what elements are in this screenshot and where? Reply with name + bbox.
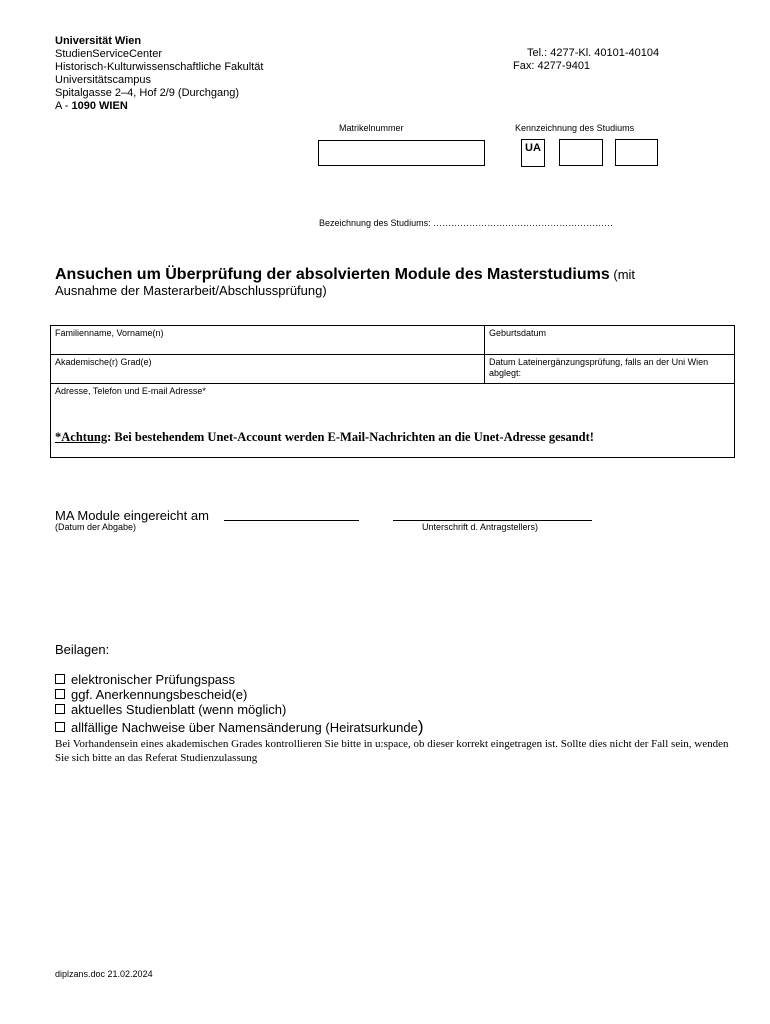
footer-docref: diplzans.doc 21.02.2024 bbox=[55, 969, 153, 979]
beilagen-note: Bei Vorhandensein eines akademischen Grades kontrollieren Sie bitte in u:space, ob dieser korrekt eingetragen ist. Sollte dies nicht der Fall sein, wenden Sie sich bitte an das Referat Studienzulassung bbox=[55, 738, 729, 764]
page-subtitle: Ausnahme der Masterarbeit/Abschlussprüfung) bbox=[55, 283, 327, 298]
address-line: Spitalgasse 2–4, Hof 2/9 (Durchgang) bbox=[55, 87, 240, 99]
signature-hint: Unterschrift d. Antragstellers) bbox=[422, 522, 539, 532]
address-label: Adresse, Telefon und E-mail Adresse* bbox=[55, 386, 206, 396]
list-item-label: elektronischer Prüfungspass bbox=[71, 672, 236, 687]
kennzeichnung-label: Kennzeichnung des Studiums bbox=[515, 123, 635, 133]
list-item bbox=[55, 719, 424, 735]
bezeichnung-field[interactable]: Bezeichnung des Studiums: …………………………………………………… bbox=[319, 218, 614, 228]
address-line: Historisch-Kulturwissenschaftliche Fakultät bbox=[55, 61, 264, 73]
submission-label: MA Module eingereicht am bbox=[55, 508, 209, 523]
list-item-label: ggf. Anerkennungsbescheid(e) bbox=[71, 687, 248, 702]
warning-text: : Bei bestehendem Unet-Account werden E-Mail-Nachrichten an die Unet-Adresse gesandt! bbox=[107, 430, 594, 444]
address-line: StudienServiceCenter bbox=[55, 48, 163, 60]
fax: Fax: 4277-9401 bbox=[513, 60, 591, 72]
phone: Tel.: 4277-Kl. 40101-40104 bbox=[527, 47, 660, 59]
title-main: Ansuchen um Überprüfung der absolvierten Module des Masterstudiums bbox=[55, 266, 610, 283]
ua-box: UA bbox=[521, 139, 545, 167]
city: 1090 WIEN bbox=[71, 100, 128, 112]
checkbox[interactable] bbox=[55, 704, 65, 714]
checkbox[interactable] bbox=[55, 674, 65, 684]
closing-paren: ) bbox=[417, 717, 424, 736]
list-item-label: allfällige Nachweise über Namensänderung (Heiratsurkunde bbox=[71, 720, 418, 735]
warning-label: *Achtung bbox=[55, 430, 108, 444]
address-city-line bbox=[55, 100, 263, 113]
address-field[interactable] bbox=[51, 384, 735, 458]
university-name: Universität Wien bbox=[55, 35, 142, 47]
address-line: Universitätscampus bbox=[55, 74, 151, 86]
beilagen-heading: Beilagen: bbox=[55, 642, 110, 657]
matrikel-field[interactable] bbox=[318, 140, 485, 166]
latin-exam-field[interactable]: Datum Lateinergänzungsprüfung, falls an der Uni Wien abglegt: bbox=[485, 355, 735, 384]
kennzeichnung-field-1[interactable] bbox=[559, 139, 603, 166]
list-item bbox=[55, 672, 235, 687]
kennzeichnung-field-2[interactable] bbox=[615, 139, 658, 166]
unet-warning bbox=[55, 430, 730, 445]
page-title bbox=[55, 266, 745, 283]
list-item bbox=[55, 687, 247, 702]
university-address bbox=[55, 35, 263, 113]
checkbox[interactable] bbox=[55, 689, 65, 699]
degree-field[interactable]: Akademische(r) Grad(e) bbox=[51, 355, 485, 384]
signature-line[interactable] bbox=[393, 520, 592, 521]
name-field[interactable]: Familienname, Vorname(n) bbox=[51, 326, 485, 355]
date-hint: (Datum der Abgabe) bbox=[55, 522, 137, 532]
personal-data-table bbox=[50, 325, 735, 458]
list-item-label: aktuelles Studienblatt (wenn möglich) bbox=[71, 702, 287, 717]
city-prefix: A - bbox=[55, 100, 72, 112]
checkbox[interactable] bbox=[55, 722, 65, 732]
list-item bbox=[55, 702, 286, 717]
date-line[interactable] bbox=[224, 520, 359, 521]
birthdate-field[interactable]: Geburtsdatum bbox=[485, 326, 735, 355]
title-aside: (mit bbox=[609, 267, 636, 282]
contact-info bbox=[513, 47, 659, 73]
matrikel-label: Matrikelnummer bbox=[339, 123, 404, 133]
